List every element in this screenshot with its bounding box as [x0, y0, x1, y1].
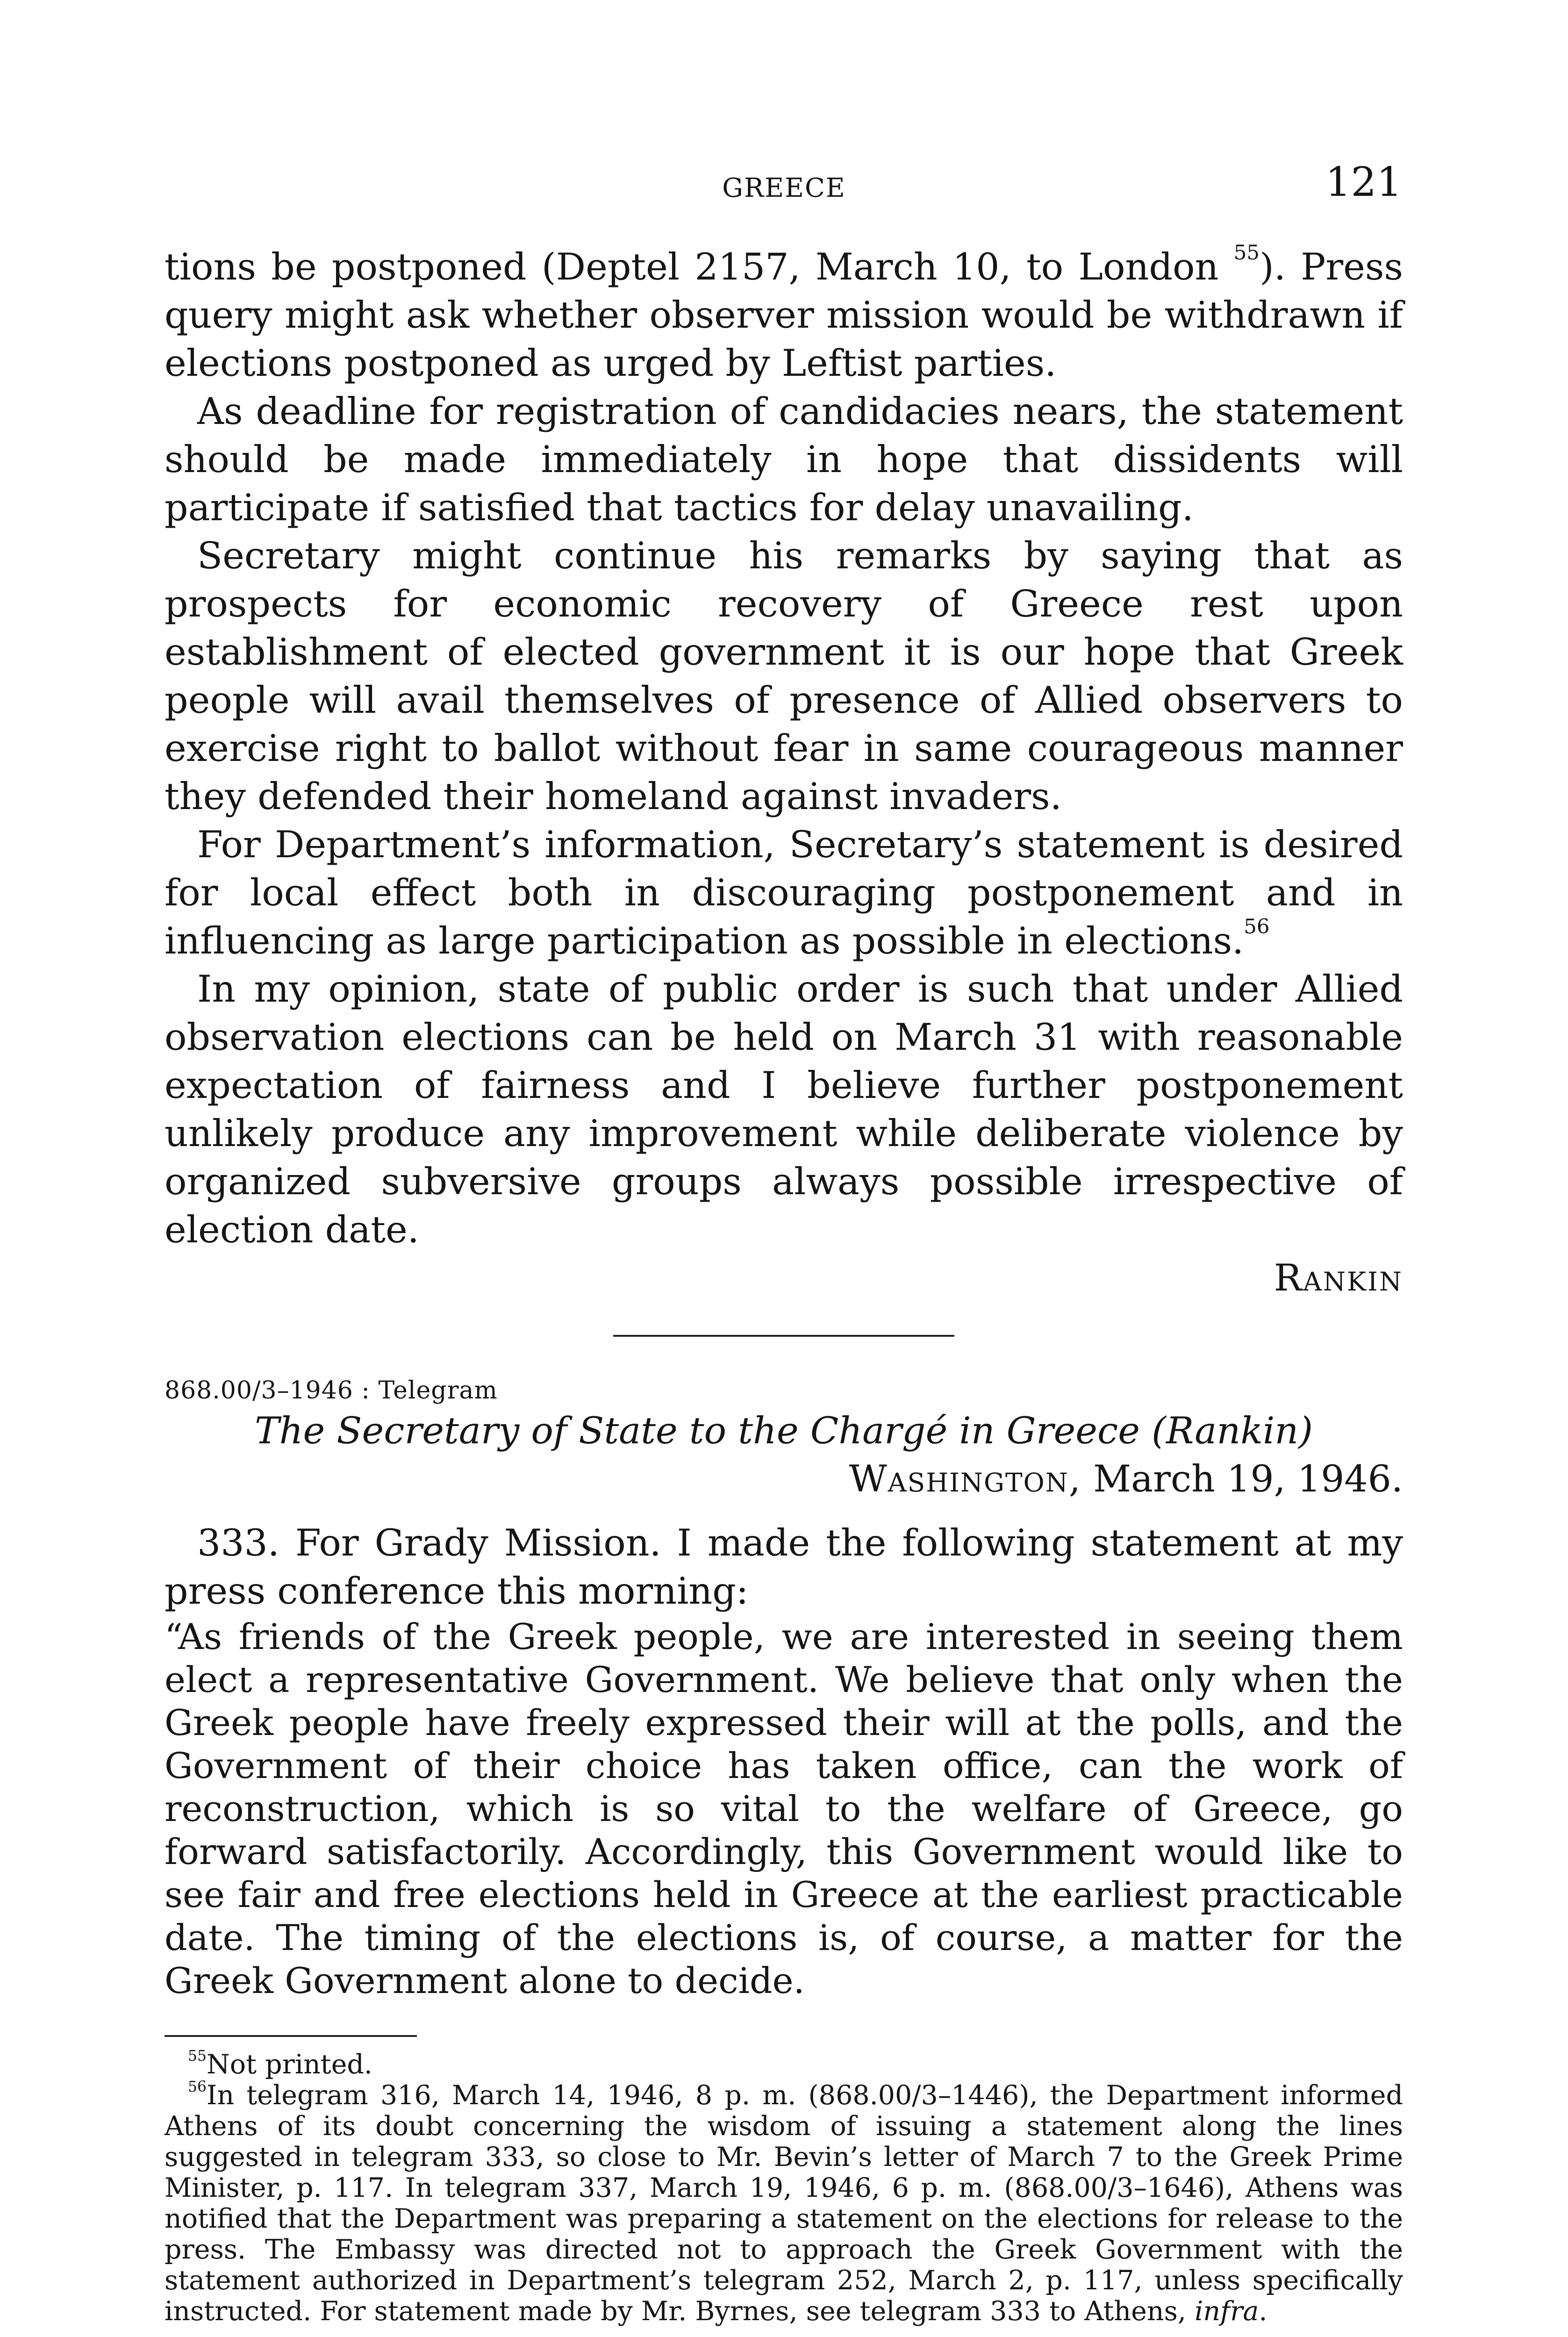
running-title: GREECE — [722, 173, 846, 203]
quoted-statement: “As friends of the Greek people, we are interested in seeing them elect a representative Government. We believe that only when the Greek people have freely expressed their will at the polls, and the Government of their choice has taken office, can the work of reconstruction, which is so vital to the welfare of Greece, go forward satisfactorily. Accordingly, this Government would like to see fair and free elections held in Greece at the earliest practicable date. The timing of the elections is, of course, a matter for the Greek Government alone to decide. — [165, 1616, 1403, 2001]
footnote-text: . — [1259, 2296, 1267, 2327]
dateline-date: March 19, 1946. — [1093, 1457, 1403, 1500]
file-reference: 868.00/3–1946 : Telegram — [165, 1376, 498, 1405]
dateline — [165, 1455, 1403, 1503]
paragraph: 333. For Grady Mission. I made the following statement at my press conference this morning: — [165, 1521, 1403, 1613]
footnote-italic: infra — [1195, 2296, 1259, 2327]
paragraph: In my opinion, state of public order is such that under Allied observation elections can be held on March 31 with reasonable expectation of fairness and I believe further postponement unlikely produce any improvement while deliberate violence by organized subversive groups always possible irrespective of election date. — [165, 968, 1403, 1251]
paragraph: Secretary might continue his remarks by saying that as prospects for economic recovery of Greece rest upon establishment of elected government it is our hope that Greek people will avail themselves of presence of Allied observers to exercise right to ballot without fear in same courageous manner they defended their homeland against invaders. — [165, 534, 1403, 818]
paragraph-text: For Department’s information, Secretary’s statement is desired for local effect both in discouraging postponement and in influencing as large participation as possible in elections. — [165, 823, 1403, 962]
footnote — [165, 2080, 1403, 2327]
section-divider — [613, 1335, 954, 1337]
footnote-ref: 56 — [1244, 915, 1270, 939]
footnote-number: 56 — [188, 2079, 207, 2095]
paragraph-text: ). Press query might ask whether observer mission would be withdrawn if elections postponed as urged by Leftist parties. — [165, 245, 1403, 385]
footnote-number: 55 — [188, 2048, 207, 2065]
footnote-text: Not printed. — [206, 2049, 373, 2080]
page-number: 121 — [1325, 159, 1402, 206]
page-header — [166, 159, 1402, 210]
footnote-text: In telegram 316, March 14, 1946, 8 p. m. (868.00/3–1446), the Department informed Athens of its doubt concerning the wisdom of issuing a statement along the lines suggested in telegram 333, so close to Mr. Bevin’s letter of March 7 to the Greek Prime Minister, p. 117. In telegram 337, March 19, 1946, 6 p. m. (868.00/3–1646), Athens was notified that the Department was preparing a statement on the elections for release to the press. The Embassy was directed not to approach the Greek Government with the statement authorized in Department’s telegram 252, March 2, p. 117, unless specifically instructed. For statement made by Mr. Byrnes, see telegram 333 to Athens, — [165, 2080, 1403, 2327]
paragraph: As deadline for registration of candidacies nears, the statement should be made immediately in hope that dissidents will participate if satisfied that tactics for delay unavailing. — [165, 390, 1403, 529]
paragraph — [165, 243, 1403, 387]
footnote-ref: 55 — [1233, 241, 1260, 265]
signature: Rankin — [1274, 1256, 1403, 1299]
footnote — [165, 2049, 1403, 2080]
paragraph — [165, 821, 1403, 965]
footnote-divider — [165, 2035, 417, 2037]
paragraph-text: tions be postponed (Deptel 2157, March 10, to London — [165, 245, 1219, 288]
footnotes — [165, 2049, 1403, 2327]
document-title: The Secretary of State to the Chargé in Greece (Rankin) — [254, 1409, 1313, 1452]
dateline-place: Washington, — [849, 1457, 1081, 1500]
page-body — [165, 243, 1403, 2337]
